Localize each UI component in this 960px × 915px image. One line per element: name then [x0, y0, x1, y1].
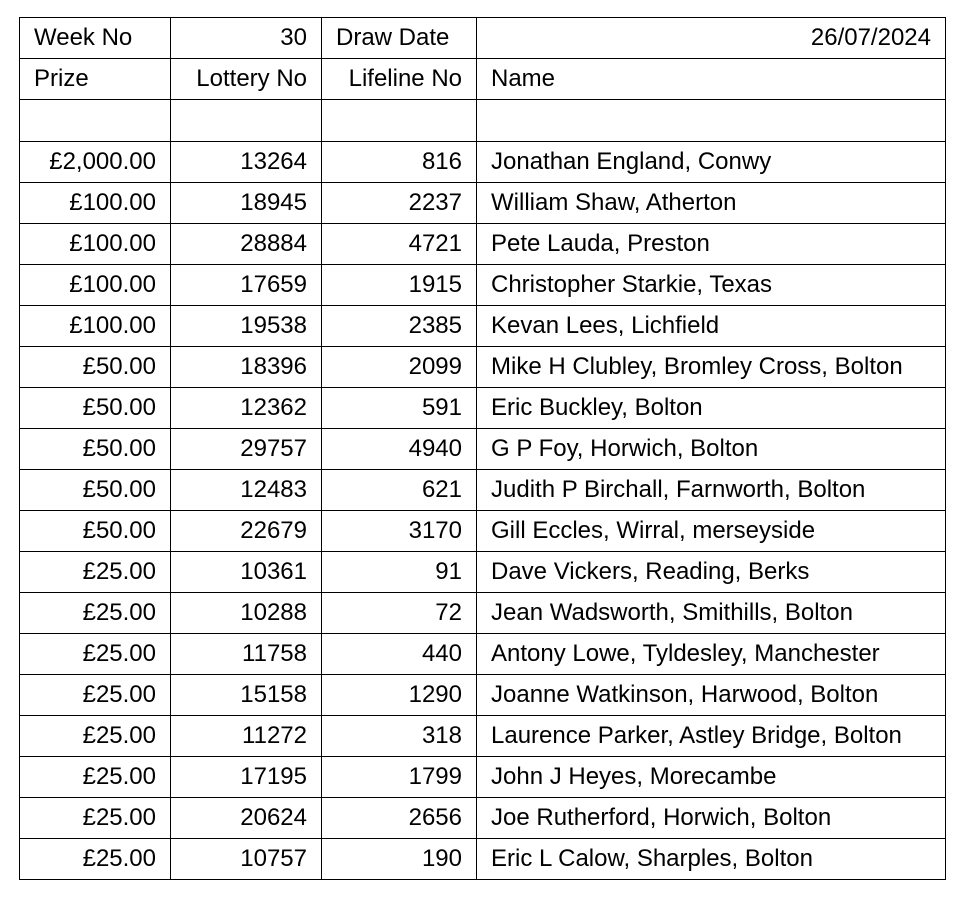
lottery-no-cell: 10361 — [171, 552, 322, 593]
table-row — [20, 183, 946, 224]
prize-cell: £25.00 — [20, 552, 171, 593]
table-row — [20, 470, 946, 511]
lifeline-no-cell: 2237 — [322, 183, 477, 224]
table-row — [20, 224, 946, 265]
winner-name-cell: Kevan Lees, Lichfield — [477, 306, 946, 347]
prize-cell: £25.00 — [20, 593, 171, 634]
lifeline-no-cell: 2099 — [322, 347, 477, 388]
lifeline-no-cell: 318 — [322, 716, 477, 757]
lifeline-no-cell: 91 — [322, 552, 477, 593]
winner-name-cell: Mike H Clubley, Bromley Cross, Bolton — [477, 347, 946, 388]
column-header-lottery-no: Lottery No — [171, 59, 322, 100]
table-row — [20, 306, 946, 347]
blank-row — [20, 100, 946, 142]
lifeline-no-cell: 816 — [322, 142, 477, 183]
lottery-no-cell: 12483 — [171, 470, 322, 511]
table-row — [20, 347, 946, 388]
week-value: 30 — [171, 18, 322, 59]
table-row — [20, 265, 946, 306]
winner-name-cell: Eric Buckley, Bolton — [477, 388, 946, 429]
prize-cell: £50.00 — [20, 429, 171, 470]
table-row — [20, 839, 946, 880]
lottery-no-cell: 15158 — [171, 675, 322, 716]
lifeline-no-cell: 1290 — [322, 675, 477, 716]
lifeline-no-cell: 2385 — [322, 306, 477, 347]
table-row — [20, 675, 946, 716]
lottery-no-cell: 17195 — [171, 757, 322, 798]
table-row — [20, 757, 946, 798]
lifeline-no-cell: 591 — [322, 388, 477, 429]
lifeline-no-cell: 4721 — [322, 224, 477, 265]
lifeline-no-cell: 190 — [322, 839, 477, 880]
prize-cell: £50.00 — [20, 470, 171, 511]
header-info-row — [20, 18, 946, 59]
winner-name-cell: Pete Lauda, Preston — [477, 224, 946, 265]
table-row — [20, 388, 946, 429]
winner-name-cell: Dave Vickers, Reading, Berks — [477, 552, 946, 593]
lottery-no-cell: 11272 — [171, 716, 322, 757]
lottery-no-cell: 18396 — [171, 347, 322, 388]
table-row — [20, 429, 946, 470]
prize-cell: £100.00 — [20, 183, 171, 224]
column-header-prize: Prize — [20, 59, 171, 100]
column-header-lifeline-no: Lifeline No — [322, 59, 477, 100]
lifeline-no-cell: 4940 — [322, 429, 477, 470]
table-row — [20, 552, 946, 593]
lifeline-no-cell: 1915 — [322, 265, 477, 306]
table-row — [20, 511, 946, 552]
prize-cell: £25.00 — [20, 675, 171, 716]
prize-cell: £25.00 — [20, 634, 171, 675]
prize-cell: £50.00 — [20, 388, 171, 429]
winner-name-cell: Christopher Starkie, Texas — [477, 265, 946, 306]
prize-cell: £100.00 — [20, 265, 171, 306]
lifeline-no-cell: 1799 — [322, 757, 477, 798]
column-header-row — [20, 59, 946, 100]
lottery-no-cell: 28884 — [171, 224, 322, 265]
lottery-no-cell: 17659 — [171, 265, 322, 306]
winner-name-cell: John J Heyes, Morecambe — [477, 757, 946, 798]
blank-cell — [171, 100, 322, 142]
draw-date-label: Draw Date — [322, 18, 477, 59]
prize-cell: £25.00 — [20, 798, 171, 839]
table-row — [20, 142, 946, 183]
prize-cell: £2,000.00 — [20, 142, 171, 183]
prize-cell: £50.00 — [20, 511, 171, 552]
lottery-no-cell: 20624 — [171, 798, 322, 839]
winner-name-cell: Laurence Parker, Astley Bridge, Bolton — [477, 716, 946, 757]
prize-cell: £25.00 — [20, 716, 171, 757]
prize-cell: £100.00 — [20, 306, 171, 347]
lottery-no-cell: 19538 — [171, 306, 322, 347]
winner-name-cell: Gill Eccles, Wirral, merseyside — [477, 511, 946, 552]
winner-name-cell: Jonathan England, Conwy — [477, 142, 946, 183]
winner-name-cell: Joe Rutherford, Horwich, Bolton — [477, 798, 946, 839]
winner-name-cell: Judith P Birchall, Farnworth, Bolton — [477, 470, 946, 511]
blank-cell — [477, 100, 946, 142]
lottery-no-cell: 12362 — [171, 388, 322, 429]
winner-name-cell: William Shaw, Atherton — [477, 183, 946, 224]
draw-date-value: 26/07/2024 — [477, 18, 946, 59]
lottery-no-cell: 13264 — [171, 142, 322, 183]
winner-name-cell: Jean Wadsworth, Smithills, Bolton — [477, 593, 946, 634]
lottery-no-cell: 11758 — [171, 634, 322, 675]
winner-name-cell: G P Foy, Horwich, Bolton — [477, 429, 946, 470]
lottery-no-cell: 10757 — [171, 839, 322, 880]
column-header-name: Name — [477, 59, 946, 100]
prize-cell: £25.00 — [20, 839, 171, 880]
table-row — [20, 593, 946, 634]
results-table-body — [20, 18, 946, 880]
winner-name-cell: Eric L Calow, Sharples, Bolton — [477, 839, 946, 880]
prize-cell: £25.00 — [20, 757, 171, 798]
prize-cell: £100.00 — [20, 224, 171, 265]
winner-name-cell: Antony Lowe, Tyldesley, Manchester — [477, 634, 946, 675]
lifeline-no-cell: 440 — [322, 634, 477, 675]
table-row — [20, 716, 946, 757]
blank-cell — [20, 100, 171, 142]
winner-name-cell: Joanne Watkinson, Harwood, Bolton — [477, 675, 946, 716]
blank-cell — [322, 100, 477, 142]
prize-cell: £50.00 — [20, 347, 171, 388]
lottery-no-cell: 29757 — [171, 429, 322, 470]
lottery-no-cell: 10288 — [171, 593, 322, 634]
lifeline-no-cell: 621 — [322, 470, 477, 511]
table-row — [20, 634, 946, 675]
lottery-no-cell: 18945 — [171, 183, 322, 224]
lottery-no-cell: 22679 — [171, 511, 322, 552]
lifeline-no-cell: 72 — [322, 593, 477, 634]
lottery-results-table — [19, 17, 946, 880]
lifeline-no-cell: 2656 — [322, 798, 477, 839]
week-label: Week No — [20, 18, 171, 59]
table-row — [20, 798, 946, 839]
lifeline-no-cell: 3170 — [322, 511, 477, 552]
